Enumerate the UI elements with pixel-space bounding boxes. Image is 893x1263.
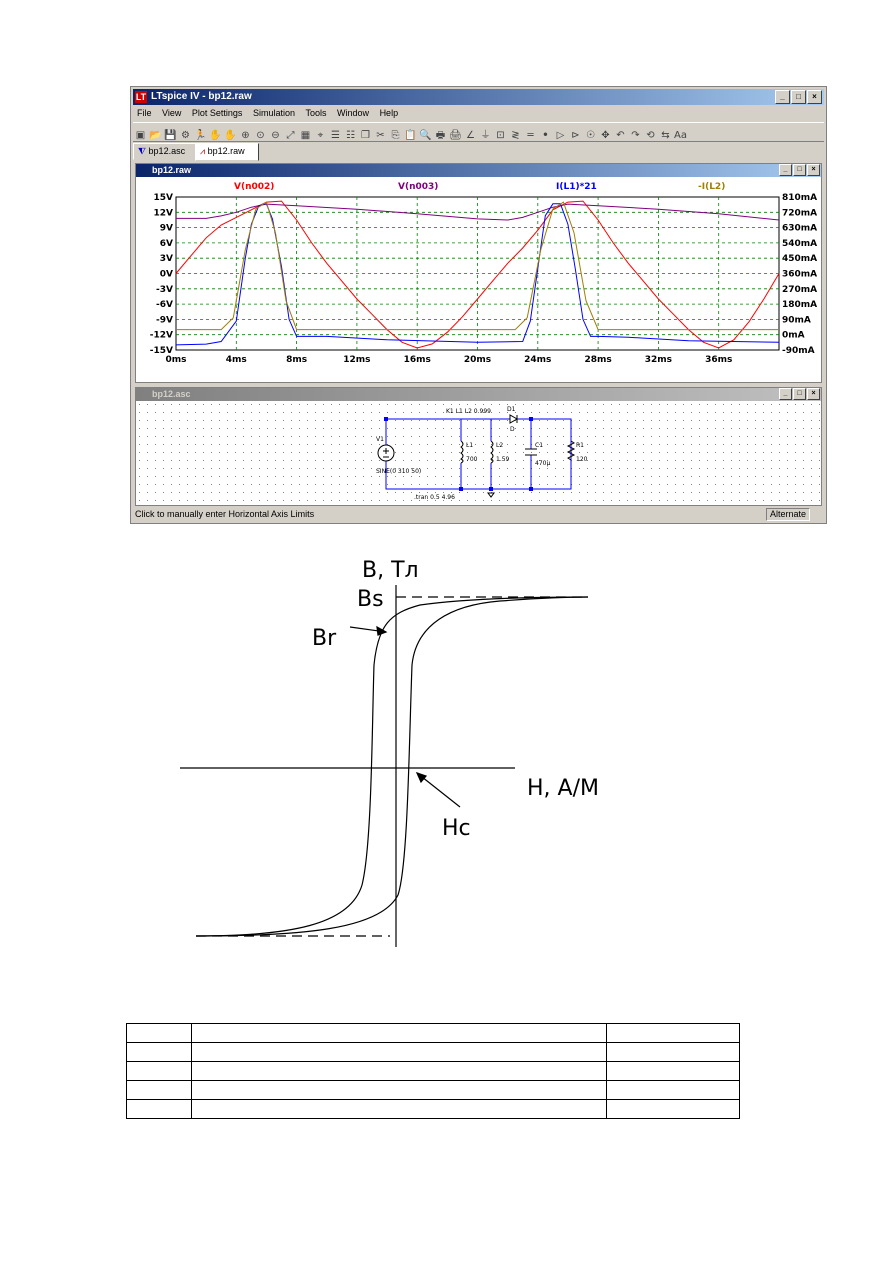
table-cell [192,1024,607,1043]
x-tick-label: 16ms [403,355,431,365]
table-cell [192,1081,607,1100]
component-icon[interactable]: ⊳ [571,130,580,141]
table-cell [192,1043,607,1062]
x-tick-label: 12ms [343,355,371,365]
zoom-fit-icon[interactable]: ⤢ [286,130,295,141]
toolbar [133,122,824,142]
paste-icon[interactable]: 📋 [404,130,417,141]
cut-icon[interactable]: ✂ [376,130,385,141]
status-mode: Alternate [766,508,810,521]
save-icon[interactable]: 💾 [164,130,177,141]
new-schematic-icon[interactable]: ▣ [135,130,146,141]
y-left-tick-label: 3V [159,254,173,265]
table-cell [607,1024,740,1043]
plot-pane-title: bp12.raw [136,164,821,177]
inductor-icon[interactable]: ꔷ [543,130,548,141]
ltspice-logo-icon: LT [135,92,147,102]
run-icon[interactable]: 🏃 [194,130,207,141]
print-icon[interactable]: 🖨 [449,130,462,141]
table-cell [127,1100,192,1119]
table-cell [607,1062,740,1081]
zoom-in-icon[interactable]: ⊕ [241,130,250,141]
capacitor-icon[interactable]: ═ [527,130,534,141]
h-axis-label: H, A/M [527,776,599,801]
status-message: Click to manually enter Horizontal Axis Limits [135,509,315,519]
hysteresis-right-branch [196,597,588,936]
autorange-icon[interactable]: ▦ [300,130,311,141]
minimize-button[interactable]: _ [775,90,790,104]
y-right-tick-label: 630mA [782,223,818,234]
empty-table [126,1023,740,1119]
pane-maximize-button[interactable]: □ [793,388,806,400]
r1-label: R1 [576,442,584,449]
waveform-plot[interactable] [136,177,823,382]
window-title: LTspice IV - bp12.raw [151,91,252,102]
table-cell [127,1081,192,1100]
x-tick-label: 36ms [705,355,733,365]
find-icon[interactable]: 🔍 [419,130,432,141]
halt-icon[interactable]: ✋ [209,130,222,141]
table-cell [127,1024,192,1043]
open-icon[interactable]: 📂 [149,130,162,141]
y-right-tick-label: 0mA [782,330,805,341]
y-left-tick-label: 0V [159,269,173,280]
diode-icon[interactable]: ▷ [556,130,565,141]
tab-label: bp12.raw [207,146,245,156]
ground-icon[interactable]: ⏚ [480,130,491,141]
pane-minimize-button[interactable]: _ [779,164,792,176]
table-row [127,1043,740,1062]
menu-view[interactable]: View [162,108,182,118]
y-right-tick-label: 450mA [782,254,818,265]
tran-directive: .tran 0.5 4.96 [414,494,455,501]
menu-bar [133,106,824,121]
print-setup-icon[interactable]: 🖶 [435,130,446,141]
y-right-tick-label: 90mA [782,315,811,326]
menu-help[interactable]: Help [379,108,399,118]
menu-window[interactable]: Window [337,108,370,118]
table-row [127,1100,740,1119]
x-tick-label: 24ms [524,355,552,365]
pane-minimize-button[interactable]: _ [779,388,792,400]
hysteresis-figure [0,545,893,965]
pane-maximize-button[interactable]: □ [793,164,806,176]
l1-value: 700 [466,456,478,463]
c1-label: C1 [535,442,544,449]
waveform-icon: ⩘ [200,146,206,156]
status-bar [133,508,824,521]
y-left-tick-label: -12V [149,330,173,341]
y-left-tick-label: 12V [153,208,173,219]
menu-file[interactable]: File [137,108,152,118]
table-cell [607,1081,740,1100]
y-right-tick-label: 180mA [782,300,818,311]
table-cell [127,1062,192,1081]
mirror-icon[interactable]: ⇆ [661,130,670,141]
table-cell [127,1043,192,1062]
bs-label: Bs [357,587,384,612]
tile-vertical-icon[interactable]: ☷ [346,130,355,141]
x-tick-label: 28ms [584,355,612,365]
x-tick-label: 20ms [463,355,492,365]
drag-icon[interactable]: ✥ [601,130,610,141]
schematic-canvas[interactable] [136,401,823,505]
resistor-icon[interactable]: ≷ [511,130,520,141]
y-right-tick-label: -90mA [782,346,815,356]
x-tick-label: 0ms [165,355,187,365]
c1-value: 470µ [535,460,551,467]
tab-bp12-asc[interactable] [133,143,197,160]
schematic-pane [135,387,822,506]
hc-label: Hc [442,816,471,841]
y-left-tick-label: -3V [156,284,173,295]
series-label-2: V(n003) [398,182,439,192]
cascade-icon[interactable]: ❐ [361,130,370,141]
y-right-tick-label: 810mA [782,193,818,203]
table-row [127,1081,740,1100]
zoom-area-icon[interactable]: ⊙ [256,130,265,141]
close-button[interactable]: × [807,90,822,104]
label-icon[interactable]: ⊡ [496,130,505,141]
copy-icon[interactable]: ⎘ [391,130,400,141]
schematic-icon: ⧨ [138,146,147,156]
tile-horizontal-icon[interactable]: ☰ [331,130,340,141]
y-left-tick-label: 15V [153,193,173,203]
schematic-pane-title: bp12.asc [136,388,821,401]
series-label-3: I(L1)*21 [556,182,597,192]
table-cell [192,1100,607,1119]
hysteresis-left-branch [196,597,588,936]
tab-bp12-raw[interactable] [195,143,259,161]
menu-plot-settings[interactable]: Plot Settings [191,108,243,118]
tab-label: bp12.asc [148,146,186,156]
y-right-tick-label: 540mA [782,238,818,249]
control-panel-icon[interactable]: ⚙ [181,130,190,141]
series-label-4: -I(L2) [698,182,726,192]
y-left-tick-label: -15V [149,346,173,356]
table-cell [192,1062,607,1081]
y-right-tick-label: 720mA [782,208,818,219]
y-right-tick-label: 270mA [782,284,818,295]
ltspice-window [130,86,827,524]
y-left-tick-label: -9V [156,315,173,326]
pane-close-button[interactable]: × [807,388,820,400]
l2-value: 1.59 [496,456,510,463]
d1-model: D [510,426,515,433]
table-row [127,1062,740,1081]
b-axis-label: B, Тл [362,558,419,583]
y-left-tick-label: -6V [156,300,173,311]
pan-icon[interactable]: ✋ [224,130,237,141]
r1-value: 120 [576,456,588,463]
pane-close-button[interactable]: × [807,164,820,176]
table-cell [607,1043,740,1062]
v1-value: SINE(0 310 50) [376,468,422,475]
maximize-button[interactable]: □ [791,90,806,104]
redo-icon[interactable]: ↷ [631,130,640,141]
zoom-out-icon[interactable]: ⊖ [271,130,280,141]
window-titlebar [133,89,824,105]
y-right-tick-label: 360mA [782,269,818,280]
l1-label: L1 [466,442,474,449]
x-tick-label: 32ms [644,355,673,365]
series-label-1: V(n002) [234,182,275,192]
x-tick-label: 8ms [286,355,308,365]
table-cell [607,1100,740,1119]
br-label: Br [312,626,337,651]
cursor-icon[interactable]: ⌖ [317,130,324,141]
y-left-tick-label: 9V [159,223,173,234]
undo-icon[interactable]: ↶ [616,130,625,141]
d1-label: D1 [507,406,516,413]
x-tick-label: 4ms [225,355,247,365]
move-icon[interactable]: ☉ [586,130,595,141]
table-row [127,1024,740,1043]
y-left-tick-label: 6V [159,238,173,249]
wire-icon[interactable]: ∠ [466,130,475,141]
plot-pane [135,163,822,383]
menu-simulation[interactable]: Simulation [252,108,295,118]
v1-label: V1 [376,436,384,443]
k-statement: K1 L1 L2 0.999 [446,408,491,415]
window-controls [774,90,822,104]
menu-tools[interactable]: Tools [305,108,327,118]
l2-label: L2 [496,442,504,449]
rotate-icon[interactable]: ⟲ [646,130,655,141]
text-icon[interactable]: Aa [674,130,687,141]
